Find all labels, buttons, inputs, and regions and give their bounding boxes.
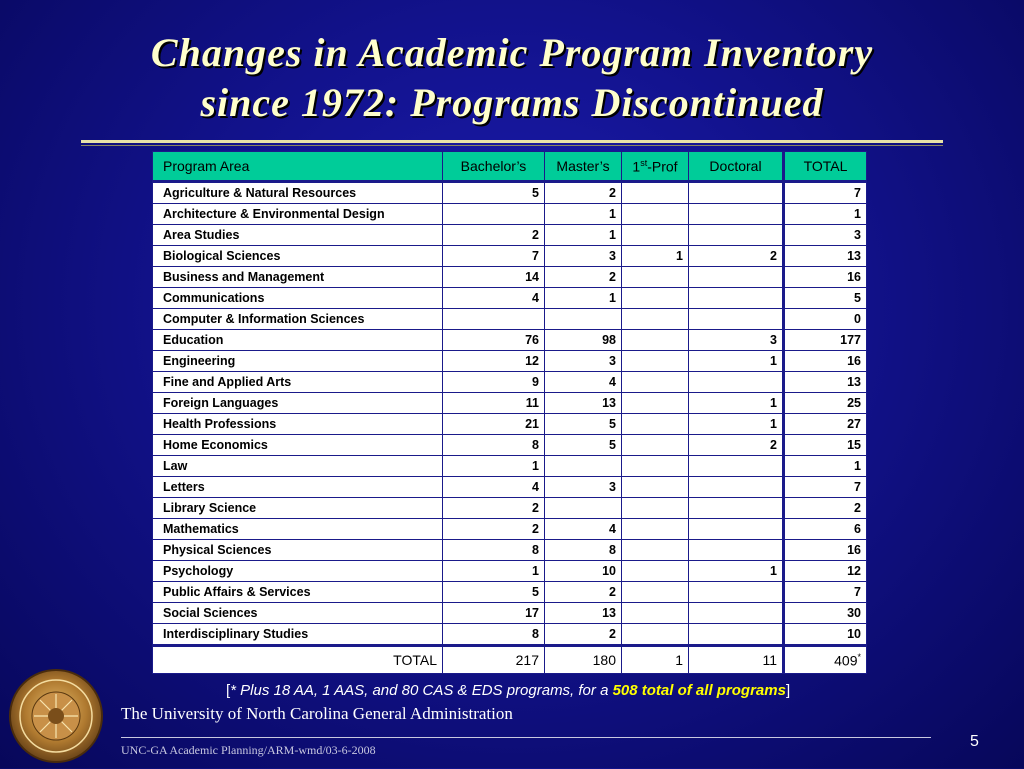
cell-total: 16 <box>784 540 867 561</box>
table-row <box>153 477 867 498</box>
cell-first-prof: 1 <box>622 246 689 267</box>
header-program-area: Program Area <box>153 152 443 182</box>
cell-area: Biological Sciences <box>153 246 443 267</box>
table-row <box>153 603 867 624</box>
cell-doctoral: 1 <box>689 414 784 435</box>
cell-area: Social Sciences <box>153 603 443 624</box>
cell-total: 7 <box>784 477 867 498</box>
cell-doctoral <box>689 182 784 204</box>
cell-doctoral <box>689 519 784 540</box>
total-masters: 180 <box>545 646 622 674</box>
cell-total: 0 <box>784 309 867 330</box>
cell-total: 16 <box>784 267 867 288</box>
cell-area: Computer & Information Sciences <box>153 309 443 330</box>
table-row <box>153 372 867 393</box>
cell-masters: 1 <box>545 288 622 309</box>
cell-doctoral <box>689 372 784 393</box>
header-bachelors: Bachelor’s <box>443 152 545 182</box>
cell-bachelors: 1 <box>443 561 545 582</box>
total-bachelors: 217 <box>443 646 545 674</box>
cell-bachelors: 21 <box>443 414 545 435</box>
title-rule-shadow <box>81 145 943 146</box>
table-row <box>153 225 867 246</box>
cell-area: Law <box>153 456 443 477</box>
cell-masters <box>545 456 622 477</box>
table-row <box>153 540 867 561</box>
header-doctoral: Doctoral <box>689 152 784 182</box>
table-row <box>153 204 867 225</box>
cell-masters: 3 <box>545 351 622 372</box>
table-row <box>153 393 867 414</box>
cell-masters <box>545 498 622 519</box>
cell-doctoral <box>689 582 784 603</box>
total-label: TOTAL <box>153 646 443 674</box>
cell-doctoral <box>689 225 784 246</box>
cell-doctoral <box>689 624 784 646</box>
cell-first-prof <box>622 519 689 540</box>
cell-bachelors: 11 <box>443 393 545 414</box>
cell-first-prof <box>622 330 689 351</box>
footer-rule <box>121 737 931 738</box>
cell-masters: 98 <box>545 330 622 351</box>
institution-name: The University of North Carolina General Administration <box>121 704 513 723</box>
table-row <box>153 309 867 330</box>
table-row <box>153 519 867 540</box>
header-masters: Master’s <box>545 152 622 182</box>
cell-bachelors <box>443 204 545 225</box>
cell-first-prof <box>622 351 689 372</box>
cell-masters: 4 <box>545 372 622 393</box>
cell-bachelors: 4 <box>443 288 545 309</box>
header-total: TOTAL <box>784 152 867 182</box>
cell-bachelors: 7 <box>443 246 545 267</box>
footnote-text: * Plus 18 AA, 1 AAS, and 80 CAS & EDS programs, for a <box>230 682 613 699</box>
cell-bachelors: 14 <box>443 267 545 288</box>
cell-doctoral <box>689 498 784 519</box>
cell-total: 5 <box>784 288 867 309</box>
cell-area: Letters <box>153 477 443 498</box>
cell-masters: 5 <box>545 414 622 435</box>
program-inventory-table <box>152 151 867 674</box>
cell-masters: 3 <box>545 477 622 498</box>
cell-area: Foreign Languages <box>153 393 443 414</box>
cell-bachelors: 1 <box>443 456 545 477</box>
cell-total: 16 <box>784 351 867 372</box>
table-row <box>153 435 867 456</box>
table-row <box>153 498 867 519</box>
university-seal-icon <box>8 668 104 764</box>
cell-first-prof <box>622 540 689 561</box>
cell-total: 7 <box>784 582 867 603</box>
header-first-prof: 1st-Prof <box>622 152 689 182</box>
table-row <box>153 267 867 288</box>
cell-masters: 13 <box>545 393 622 414</box>
cell-total: 2 <box>784 498 867 519</box>
cell-total: 10 <box>784 624 867 646</box>
cell-area: Mathematics <box>153 519 443 540</box>
cell-total: 30 <box>784 603 867 624</box>
cell-first-prof <box>622 477 689 498</box>
footnote: [* Plus 18 AA, 1 AAS, and 80 CAS & EDS programs, for a 508 total of all programs] <box>226 682 791 699</box>
table-row <box>153 456 867 477</box>
cell-total: 12 <box>784 561 867 582</box>
cell-total: 25 <box>784 393 867 414</box>
cell-total: 7 <box>784 182 867 204</box>
cell-total: 13 <box>784 246 867 267</box>
cell-bachelors: 76 <box>443 330 545 351</box>
cell-bachelors: 12 <box>443 351 545 372</box>
cell-total: 177 <box>784 330 867 351</box>
cell-total: 1 <box>784 456 867 477</box>
cell-area: Interdisciplinary Studies <box>153 624 443 646</box>
cell-area: Engineering <box>153 351 443 372</box>
cell-bachelors: 8 <box>443 540 545 561</box>
table-row <box>153 582 867 603</box>
cell-doctoral: 2 <box>689 246 784 267</box>
cell-area: Business and Management <box>153 267 443 288</box>
cell-first-prof <box>622 582 689 603</box>
cell-area: Agriculture & Natural Resources <box>153 182 443 204</box>
table-row <box>153 288 867 309</box>
cell-first-prof <box>622 372 689 393</box>
cell-bachelors: 5 <box>443 582 545 603</box>
cell-first-prof <box>622 225 689 246</box>
cell-doctoral: 3 <box>689 330 784 351</box>
table-total-row <box>153 646 867 674</box>
title-rule <box>81 140 943 143</box>
cell-doctoral <box>689 456 784 477</box>
table-row <box>153 561 867 582</box>
cell-first-prof <box>622 182 689 204</box>
cell-first-prof <box>622 204 689 225</box>
cell-area: Home Economics <box>153 435 443 456</box>
cell-doctoral <box>689 603 784 624</box>
cell-total: 15 <box>784 435 867 456</box>
cell-masters: 5 <box>545 435 622 456</box>
table-header-row <box>153 152 867 182</box>
table-row <box>153 351 867 372</box>
cell-total: 3 <box>784 225 867 246</box>
cell-area: Education <box>153 330 443 351</box>
total-grand: 409* <box>784 646 867 674</box>
footnote-highlight: 508 total of all programs <box>612 682 786 699</box>
cell-total: 13 <box>784 372 867 393</box>
cell-bachelors: 2 <box>443 225 545 246</box>
cell-area: Psychology <box>153 561 443 582</box>
cell-masters: 3 <box>545 246 622 267</box>
table-row <box>153 246 867 267</box>
cell-first-prof <box>622 309 689 330</box>
cell-doctoral <box>689 309 784 330</box>
cell-bachelors: 2 <box>443 498 545 519</box>
cell-area: Physical Sciences <box>153 540 443 561</box>
cell-bachelors: 8 <box>443 435 545 456</box>
cell-area: Public Affairs & Services <box>153 582 443 603</box>
footer-text: UNC-GA Academic Planning/ARM-wmd/03-6-2008 <box>121 743 376 757</box>
cell-first-prof <box>622 603 689 624</box>
cell-bachelors: 5 <box>443 182 545 204</box>
cell-area: Library Science <box>153 498 443 519</box>
cell-masters: 2 <box>545 182 622 204</box>
total-doctoral: 11 <box>689 646 784 674</box>
cell-first-prof <box>622 288 689 309</box>
cell-bachelors: 9 <box>443 372 545 393</box>
cell-masters: 1 <box>545 204 622 225</box>
total-first-prof: 1 <box>622 646 689 674</box>
cell-masters: 13 <box>545 603 622 624</box>
cell-doctoral <box>689 540 784 561</box>
cell-bachelors: 8 <box>443 624 545 646</box>
cell-doctoral: 1 <box>689 393 784 414</box>
cell-area: Communications <box>153 288 443 309</box>
cell-first-prof <box>622 624 689 646</box>
cell-total: 27 <box>784 414 867 435</box>
table-row <box>153 414 867 435</box>
cell-masters: 1 <box>545 225 622 246</box>
cell-area: Area Studies <box>153 225 443 246</box>
cell-doctoral: 1 <box>689 351 784 372</box>
cell-first-prof <box>622 414 689 435</box>
title-line-2: since 1972: Programs Discontinued <box>200 80 824 125</box>
cell-area: Health Professions <box>153 414 443 435</box>
cell-doctoral <box>689 477 784 498</box>
cell-doctoral <box>689 267 784 288</box>
title-line-1: Changes in Academic Program Inventory <box>150 30 874 75</box>
cell-masters <box>545 309 622 330</box>
cell-area: Architecture & Environmental Design <box>153 204 443 225</box>
cell-doctoral: 1 <box>689 561 784 582</box>
cell-total: 1 <box>784 204 867 225</box>
cell-first-prof <box>622 561 689 582</box>
cell-masters: 8 <box>545 540 622 561</box>
cell-first-prof <box>622 267 689 288</box>
cell-masters: 2 <box>545 267 622 288</box>
cell-masters: 2 <box>545 582 622 603</box>
cell-first-prof <box>622 393 689 414</box>
cell-bachelors: 17 <box>443 603 545 624</box>
page-number: 5 <box>970 733 979 750</box>
cell-doctoral <box>689 204 784 225</box>
table-row <box>153 330 867 351</box>
cell-masters: 4 <box>545 519 622 540</box>
cell-first-prof <box>622 498 689 519</box>
cell-masters: 10 <box>545 561 622 582</box>
cell-bachelors: 2 <box>443 519 545 540</box>
cell-area: Fine and Applied Arts <box>153 372 443 393</box>
cell-doctoral <box>689 288 784 309</box>
cell-bachelors: 4 <box>443 477 545 498</box>
cell-first-prof <box>622 435 689 456</box>
cell-masters: 2 <box>545 624 622 646</box>
cell-doctoral: 2 <box>689 435 784 456</box>
cell-bachelors <box>443 309 545 330</box>
cell-total: 6 <box>784 519 867 540</box>
slide-title <box>40 28 984 128</box>
cell-first-prof <box>622 456 689 477</box>
table-row <box>153 624 867 646</box>
table-row <box>153 182 867 204</box>
